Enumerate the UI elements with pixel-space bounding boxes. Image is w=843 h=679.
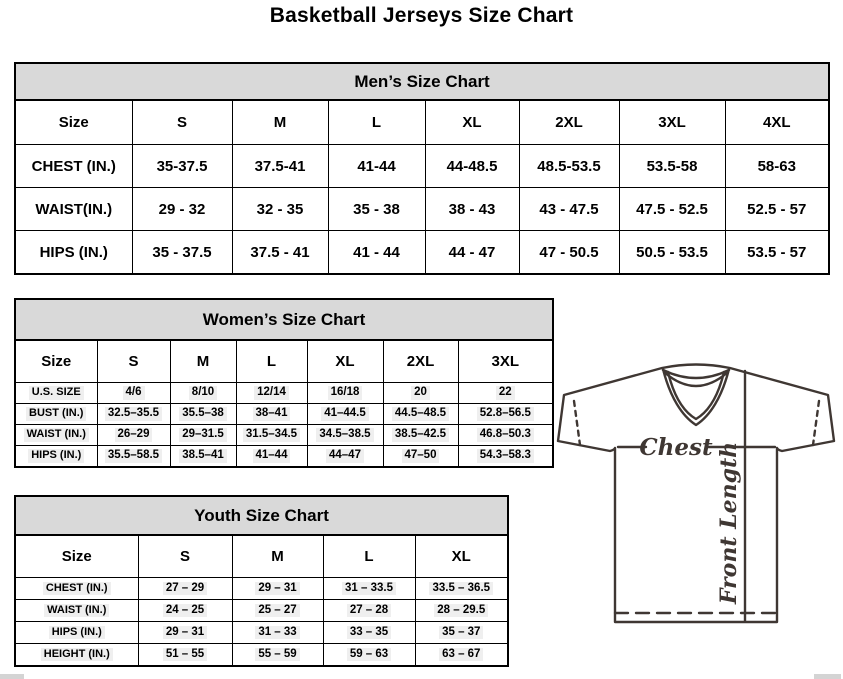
- column-header: XL: [415, 535, 508, 578]
- table-cell: 47.5 - 52.5: [619, 188, 725, 231]
- womens-size-chart-table: [14, 298, 554, 468]
- youth-chart-title: Youth Size Chart: [15, 496, 508, 535]
- womens-chart-title: Women’s Size Chart: [15, 299, 553, 340]
- table-row: [15, 383, 553, 404]
- row-label: HIPS (IN.): [15, 231, 132, 275]
- table-cell: 41 - 44: [328, 231, 425, 275]
- column-header: 3XL: [619, 100, 725, 145]
- row-label: U.S. SIZE: [15, 383, 97, 404]
- table-cell: 41-44: [328, 145, 425, 188]
- table-cell: 37.5-41: [232, 145, 328, 188]
- table-cell: 41–44: [236, 446, 307, 468]
- row-label: WAIST (IN.): [15, 600, 138, 622]
- table-cell: 52.8–56.5: [458, 404, 553, 425]
- column-header: L: [236, 340, 307, 383]
- jersey-measurement-diagram: [550, 355, 843, 645]
- table-cell: 43 - 47.5: [519, 188, 619, 231]
- table-cell: 28 – 29.5: [415, 600, 508, 622]
- chest-measure-label: Chest: [639, 434, 713, 461]
- table-cell: 55 – 59: [232, 644, 323, 667]
- table-cell: 53.5 - 57: [725, 231, 829, 275]
- column-header: S: [132, 100, 232, 145]
- mens-size-chart-table: [14, 62, 830, 275]
- table-row: [15, 404, 553, 425]
- table-cell: 44–47: [307, 446, 383, 468]
- womens-chart-title-row: [15, 299, 553, 340]
- table-cell: 29 – 31: [138, 622, 232, 644]
- table-row: [15, 425, 553, 446]
- table-cell: 47–50: [383, 446, 458, 468]
- column-header: L: [328, 100, 425, 145]
- table-cell: 53.5-58: [619, 145, 725, 188]
- table-cell: 26–29: [97, 425, 170, 446]
- row-label: HEIGHT (IN.): [15, 644, 138, 667]
- table-cell: 29–31.5: [170, 425, 236, 446]
- table-cell: 38 - 43: [425, 188, 519, 231]
- column-header: Size: [15, 535, 138, 578]
- youth-size-chart-table: [14, 495, 509, 667]
- mens-chart-title: Men’s Size Chart: [15, 63, 829, 100]
- column-header: 2XL: [383, 340, 458, 383]
- mens-chart-title-row: [15, 63, 829, 100]
- table-cell: 54.3–58.3: [458, 446, 553, 468]
- table-cell: 41–44.5: [307, 404, 383, 425]
- column-header: XL: [307, 340, 383, 383]
- table-cell: 48.5-53.5: [519, 145, 619, 188]
- page-title: Basketball Jerseys Size Chart: [269, 4, 574, 27]
- table-cell: 16/18: [307, 383, 383, 404]
- table-cell: 22: [458, 383, 553, 404]
- table-row: [15, 231, 829, 275]
- table-cell: 24 – 25: [138, 600, 232, 622]
- table-cell: 50.5 - 53.5: [619, 231, 725, 275]
- table-cell: 27 – 29: [138, 578, 232, 600]
- table-row: [15, 188, 829, 231]
- table-cell: 38–41: [236, 404, 307, 425]
- table-cell: 33 – 35: [323, 622, 415, 644]
- column-header: 2XL: [519, 100, 619, 145]
- column-header: Size: [15, 100, 132, 145]
- table-cell: 31 – 33.5: [323, 578, 415, 600]
- table-cell: 32 - 35: [232, 188, 328, 231]
- table-cell: 44 - 47: [425, 231, 519, 275]
- table-cell: 58-63: [725, 145, 829, 188]
- column-header: 3XL: [458, 340, 553, 383]
- table-cell: 29 – 31: [232, 578, 323, 600]
- table-cell: 35 - 37.5: [132, 231, 232, 275]
- youth-chart-header-row: [15, 535, 508, 578]
- table-cell: 31 – 33: [232, 622, 323, 644]
- scrollbar-fragment-left: [0, 674, 24, 679]
- scrollbar-fragment-right: [814, 674, 841, 679]
- table-cell: 35.5–58.5: [97, 446, 170, 468]
- column-header: M: [232, 535, 323, 578]
- table-cell: 51 – 55: [138, 644, 232, 667]
- front-length-measure-label: Front Length: [716, 441, 742, 605]
- table-cell: 37.5 - 41: [232, 231, 328, 275]
- table-cell: 52.5 - 57: [725, 188, 829, 231]
- row-label: WAIST (IN.): [15, 425, 97, 446]
- row-label: WAIST(IN.): [15, 188, 132, 231]
- column-header: L: [323, 535, 415, 578]
- table-cell: 32.5–35.5: [97, 404, 170, 425]
- table-cell: 20: [383, 383, 458, 404]
- table-cell: 29 - 32: [132, 188, 232, 231]
- column-header: S: [97, 340, 170, 383]
- column-header: S: [138, 535, 232, 578]
- table-cell: 63 – 67: [415, 644, 508, 667]
- row-label: CHEST (IN.): [15, 578, 138, 600]
- table-cell: 38.5–41: [170, 446, 236, 468]
- row-label: CHEST (IN.): [15, 145, 132, 188]
- table-cell: 35-37.5: [132, 145, 232, 188]
- table-row: [15, 578, 508, 600]
- womens-chart-header-row: [15, 340, 553, 383]
- table-cell: 38.5–42.5: [383, 425, 458, 446]
- table-cell: 25 – 27: [232, 600, 323, 622]
- column-header: M: [170, 340, 236, 383]
- youth-chart-title-row: [15, 496, 508, 535]
- table-cell: 35 – 37: [415, 622, 508, 644]
- row-label: BUST (IN.): [15, 404, 97, 425]
- table-cell: 4/6: [97, 383, 170, 404]
- table-cell: 44-48.5: [425, 145, 519, 188]
- row-label: HIPS (IN.): [15, 446, 97, 468]
- table-cell: 31.5–34.5: [236, 425, 307, 446]
- table-cell: 47 - 50.5: [519, 231, 619, 275]
- table-cell: 35 - 38: [328, 188, 425, 231]
- table-cell: 27 – 28: [323, 600, 415, 622]
- column-header: M: [232, 100, 328, 145]
- table-cell: 8/10: [170, 383, 236, 404]
- row-label: HIPS (IN.): [15, 622, 138, 644]
- table-cell: 33.5 – 36.5: [415, 578, 508, 600]
- jersey-outline-icon: [550, 355, 843, 645]
- table-cell: 46.8–50.3: [458, 425, 553, 446]
- table-row: [15, 600, 508, 622]
- table-row: [15, 446, 553, 468]
- column-header: Size: [15, 340, 97, 383]
- table-row: [15, 622, 508, 644]
- table-row: [15, 644, 508, 667]
- table-cell: 12/14: [236, 383, 307, 404]
- column-header: 4XL: [725, 100, 829, 145]
- table-row: [15, 145, 829, 188]
- table-cell: 44.5–48.5: [383, 404, 458, 425]
- column-header: XL: [425, 100, 519, 145]
- table-cell: 35.5–38: [170, 404, 236, 425]
- mens-chart-header-row: [15, 100, 829, 145]
- table-cell: 34.5–38.5: [307, 425, 383, 446]
- table-cell: 59 – 63: [323, 644, 415, 667]
